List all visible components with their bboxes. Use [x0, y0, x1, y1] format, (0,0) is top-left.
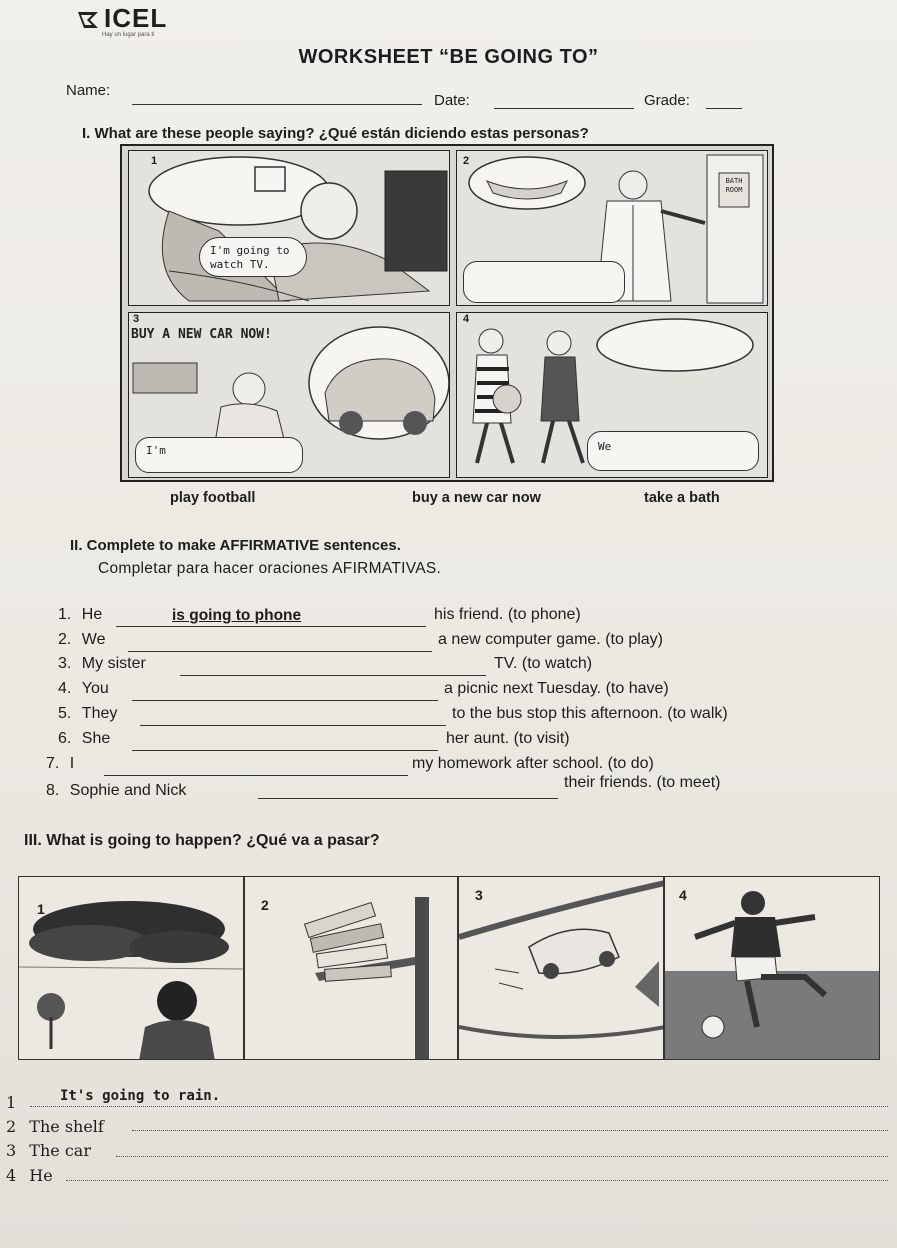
exercise-subject: They [81, 705, 118, 722]
exercise-item [58, 631, 106, 649]
line-subject: The shelf [29, 1117, 104, 1136]
exercise-blank[interactable] [132, 700, 438, 701]
line-number: 2 [6, 1117, 17, 1136]
comic-panel-4 [456, 312, 768, 478]
prediction-answer-1: It's going to rain. [60, 1088, 221, 1104]
exercise-blank[interactable] [140, 725, 446, 726]
exercise-answer: is going to phone [172, 607, 302, 624]
grade-label: Grade: [644, 92, 690, 109]
exercise-subject: Sophie and Nick [69, 782, 187, 799]
section-2-heading: II. Complete to make AFFIRMATIVE sentences. [70, 537, 401, 554]
exercise-subject: She [81, 730, 111, 747]
falling-shelf-illustration [245, 877, 458, 1060]
exercise-number: 1. [58, 606, 72, 623]
exercise-item [46, 782, 186, 800]
exercise-blank[interactable] [128, 651, 432, 652]
logo-text: ICEL [104, 3, 168, 33]
prediction-line-3 [6, 1141, 91, 1160]
panel-number: 4 [463, 313, 470, 325]
exercise-subject: We [81, 631, 106, 648]
exercise-number: 3. [58, 655, 72, 672]
line-number: 1 [6, 1093, 17, 1112]
exercise-subject: You [81, 680, 109, 697]
grade-blank[interactable] [706, 108, 742, 109]
tv-watching-illustration [129, 151, 450, 306]
car-crash-illustration [459, 877, 664, 1060]
prediction-pictures [18, 876, 880, 1060]
picture-number: 4 [679, 887, 687, 903]
line-number: 4 [6, 1166, 17, 1185]
worksheet-title: WORKSHEET “BE GOING TO” [298, 46, 599, 68]
picture-number: 1 [37, 901, 45, 917]
picture-1-storm [18, 876, 244, 1060]
name-blank[interactable] [132, 104, 422, 105]
comic-speech-bubble-2[interactable] [463, 261, 625, 303]
prediction-blank-4[interactable] [66, 1180, 888, 1181]
exercise-blank[interactable] [104, 775, 408, 776]
picture-4-footballer [664, 876, 880, 1060]
prediction-blank-1[interactable] [30, 1106, 888, 1107]
picture-number: 3 [475, 887, 483, 903]
exercise-rest: a new computer game. (to play) [438, 631, 663, 648]
exercise-item [58, 705, 117, 723]
prediction-blank-2[interactable] [132, 1130, 888, 1131]
logo-mark-icon [76, 8, 100, 32]
option-buy-car: buy a new car now [412, 490, 541, 506]
date-label: Date: [434, 92, 470, 109]
exercise-item [58, 606, 102, 624]
exercise-rest: a picnic next Tuesday. (to have) [444, 680, 669, 697]
line-subject: The car [29, 1141, 91, 1160]
panel-number: 2 [463, 155, 470, 167]
prediction-line-1 [6, 1093, 16, 1112]
exercise-number: 7. [46, 755, 60, 772]
exercise-blank[interactable] [132, 750, 438, 751]
logo-tagline: Hay un lugar para ti [102, 32, 155, 38]
bathroom-sign: BATH ROOM [725, 177, 743, 194]
picture-2-shelf [244, 876, 458, 1060]
exercise-rest: his friend. (to phone) [434, 606, 581, 623]
car-sale-sign: BUY A NEW CAR NOW! [131, 327, 272, 342]
picture-number: 2 [261, 897, 269, 913]
exercise-number: 6. [58, 730, 72, 747]
exercise-subject: He [81, 606, 103, 623]
exercise-blank[interactable] [258, 798, 558, 799]
storm-cloud-illustration [19, 877, 244, 1060]
panel-number: 3 [133, 313, 140, 325]
icel-logo [76, 4, 167, 32]
exercise-rest: my homework after school. (to do) [412, 755, 654, 772]
panel-number: 1 [151, 155, 158, 167]
exercise-blank[interactable] [116, 626, 426, 627]
exercise-item [46, 755, 74, 773]
exercise-item [58, 655, 146, 673]
comic-panel-2 [456, 150, 768, 306]
comic-strip [120, 144, 774, 482]
line-subject: He [29, 1166, 53, 1185]
exercise-blank[interactable] [180, 675, 486, 676]
comic-speech-bubble-1: I'm going to watch TV. [199, 237, 307, 277]
comic-speech-bubble-3[interactable]: I'm [135, 437, 303, 473]
option-play-football: play football [170, 490, 256, 506]
exercise-subject: My sister [81, 655, 146, 672]
comic-panel-3 [128, 312, 450, 478]
prediction-line-4 [6, 1166, 53, 1185]
option-take-bath: take a bath [644, 490, 720, 506]
exercise-subject: I [69, 755, 75, 772]
exercise-rest: TV. (to watch) [494, 655, 593, 672]
exercise-number: 2. [58, 631, 72, 648]
section-2-subheading: Completar para hacer oraciones AFIRMATIVAS. [98, 560, 442, 577]
exercise-rest: to the bus stop this afternoon. (to walk) [452, 705, 728, 722]
comic-panel-1 [128, 150, 450, 306]
exercise-rest: their friends. (to meet) [564, 774, 721, 791]
name-label: Name: [66, 82, 111, 99]
exercise-number: 5. [58, 705, 72, 722]
exercise-item [58, 730, 110, 748]
football-kick-illustration [665, 877, 880, 1060]
exercise-item [58, 680, 109, 698]
exercise-rest: her aunt. (to visit) [446, 730, 570, 747]
date-blank[interactable] [494, 108, 634, 109]
picture-3-car [458, 876, 664, 1060]
section-3-heading: III. What is going to happen? ¿Qué va a pasar? [24, 832, 380, 849]
exercise-number: 4. [58, 680, 72, 697]
prediction-blank-3[interactable] [116, 1156, 888, 1157]
line-number: 3 [6, 1141, 17, 1160]
section-1-heading: I. What are these people saying? ¿Qué están diciendo estas personas? [82, 125, 589, 142]
prediction-line-2 [6, 1117, 104, 1136]
comic-speech-bubble-4[interactable]: We [587, 431, 759, 471]
exercise-number: 8. [46, 782, 60, 799]
